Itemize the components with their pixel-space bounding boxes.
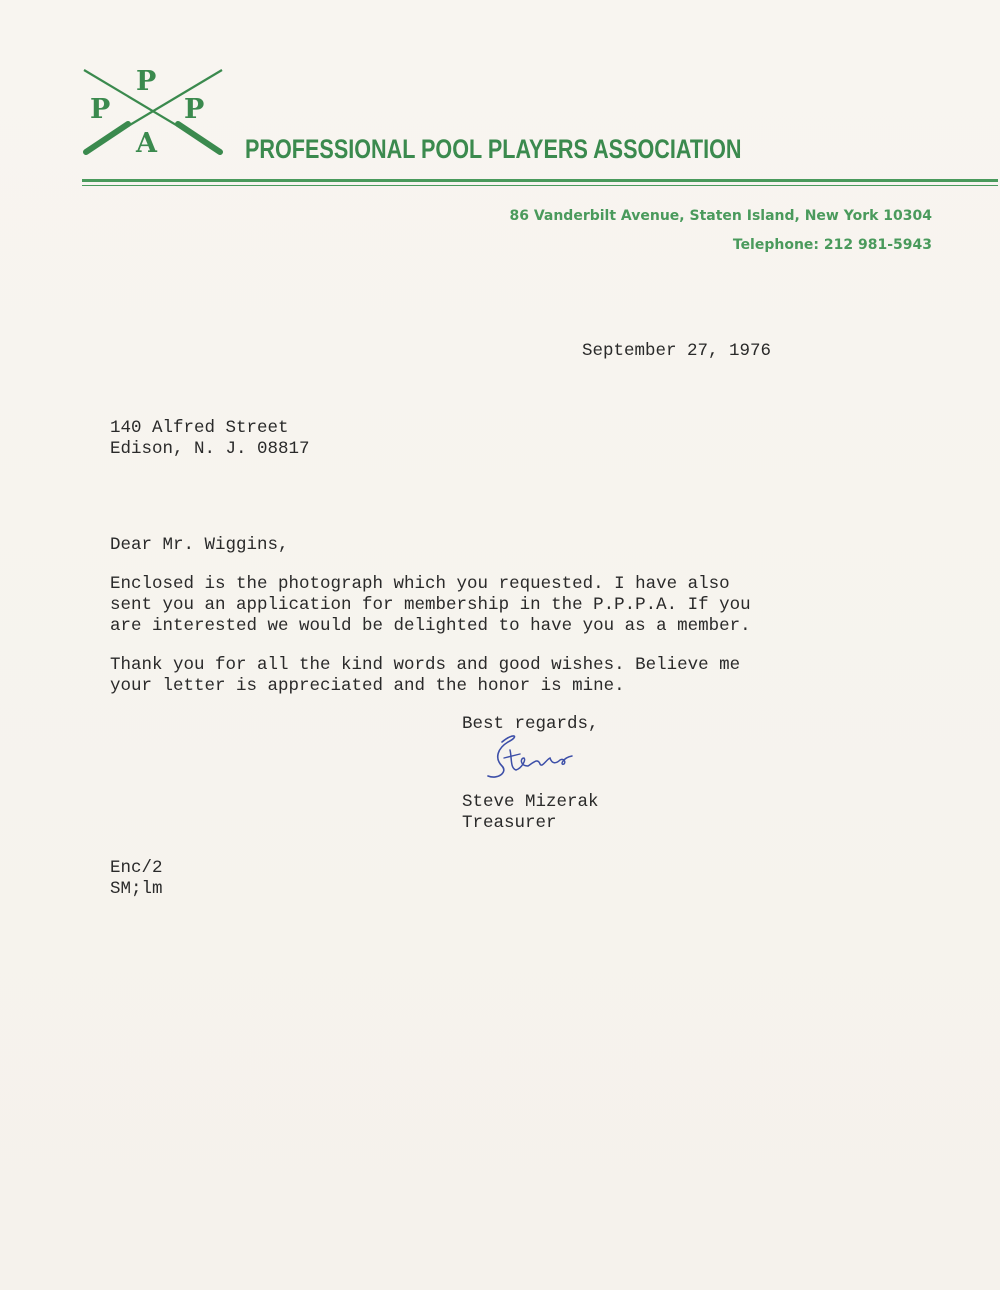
paragraph-1-line-2: sent you an application for membership in the P.P.P.A. If you bbox=[110, 595, 751, 615]
closing: Best regards, bbox=[462, 714, 599, 734]
signature bbox=[480, 728, 580, 788]
letterhead-rule-thin bbox=[82, 185, 998, 186]
letterhead-telephone: Telephone: 212 981-5943 bbox=[732, 237, 932, 253]
pppa-logo bbox=[78, 66, 228, 162]
logo-letter-right: P bbox=[184, 94, 205, 125]
logo-letter-bottom: A bbox=[136, 128, 157, 159]
paragraph-1-line-1: Enclosed is the photograph which you requested. I have also bbox=[110, 574, 730, 594]
paragraph-2-line-1: Thank you for all the kind words and good wishes. Believe me bbox=[110, 655, 741, 675]
reference-initials: SM;lm bbox=[110, 879, 163, 899]
letterhead-address: 86 Vanderbilt Avenue, Staten Island, New York 10304 bbox=[509, 208, 932, 224]
recipient-address-line-1: 140 Alfred Street bbox=[110, 418, 289, 438]
paragraph-2-line-2: your letter is appreciated and the honor is mine. bbox=[110, 676, 625, 696]
logo-letter-top: P bbox=[136, 66, 157, 97]
salutation: Dear Mr. Wiggins, bbox=[110, 535, 289, 555]
letter-date: September 27, 1976 bbox=[582, 341, 772, 361]
organization-name: PROFESSIONAL POOL PLAYERS ASSOCIATION bbox=[245, 134, 742, 164]
enclosure-note: Enc/2 bbox=[110, 858, 163, 878]
signer-name: Steve Mizerak bbox=[462, 792, 599, 812]
paragraph-1-line-3: are interested we would be delighted to have you as a member. bbox=[110, 616, 751, 636]
letterhead-rule bbox=[82, 179, 998, 182]
signer-title: Treasurer bbox=[462, 813, 557, 833]
logo-letter-left: P bbox=[90, 94, 111, 125]
recipient-address-line-2: Edison, N. J. 08817 bbox=[110, 439, 310, 459]
